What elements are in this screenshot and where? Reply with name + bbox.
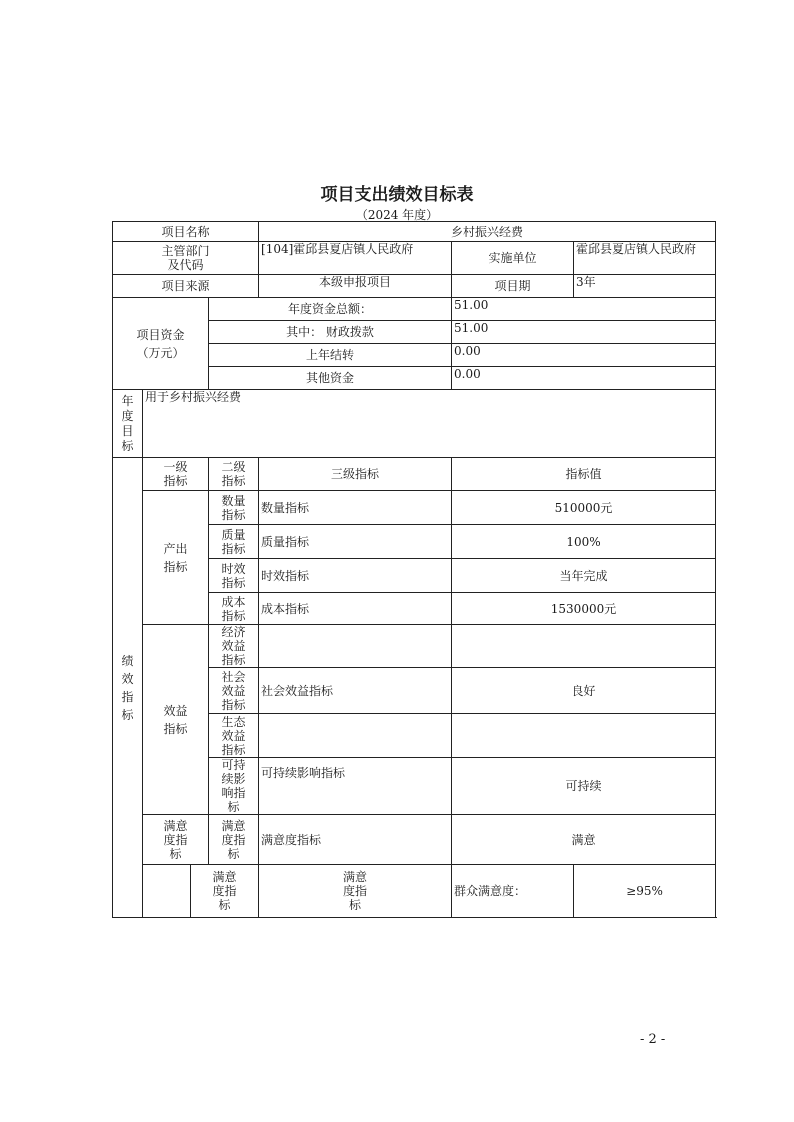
benefit-value	[452, 625, 716, 668]
output-value: 510000元	[452, 491, 716, 525]
label-funds: 项目资金 （万元）	[113, 298, 209, 390]
row-annual-total	[113, 298, 716, 321]
output-l3: 成本指标	[259, 593, 452, 625]
output-l3: 数量指标	[259, 491, 452, 525]
benefit-l3: 社会效益指标	[259, 668, 452, 714]
label-source: 项目来源	[113, 275, 259, 298]
label-other: 其他资金	[209, 367, 452, 390]
header-value: 指标值	[452, 458, 716, 491]
label-benefit: 效益 指标	[143, 625, 209, 815]
label-project-name: 项目名称	[113, 222, 259, 242]
fiscal-year: （2024 年度）	[355, 208, 439, 222]
output-l2: 时效 指标	[209, 559, 259, 593]
label-fiscal: 其中： 财政拨款	[209, 321, 452, 344]
satisfaction-l3: 满意度指标	[259, 815, 452, 865]
satisfaction-l2: 满意 度指 标	[259, 865, 452, 918]
output-l3: 质量指标	[259, 525, 452, 559]
label-dept: 主管部门 及代码	[113, 242, 259, 275]
output-l3: 时效指标	[259, 559, 452, 593]
benefit-l2: 生态 效益 指标	[209, 714, 259, 758]
benefit-l2: 可持 续影 响指 标	[209, 758, 259, 815]
benefit-value: 可持续	[452, 758, 716, 815]
satisfaction-value: 满意	[452, 815, 716, 865]
row-output-quantity	[113, 491, 716, 525]
value-annual-goal: 用于乡村振兴经费	[143, 390, 716, 458]
label-annual-goal: 年 度 目 标	[113, 390, 143, 458]
satisfaction-value: ≥95%	[574, 865, 716, 918]
header-level3: 三级指标	[259, 458, 452, 491]
value-carryover: 0.00	[452, 344, 716, 367]
benefit-value	[452, 714, 716, 758]
row-source	[113, 275, 716, 298]
page-number: - 2 -	[640, 1032, 666, 1047]
value-fiscal: 51.00	[452, 321, 716, 344]
page-title: 项目支出绩效目标表	[320, 185, 474, 205]
output-l2: 质量 指标	[209, 525, 259, 559]
label-impl-unit: 实施单位	[452, 242, 574, 275]
output-l2: 成本 指标	[209, 593, 259, 625]
value-annual-total: 51.00	[452, 298, 716, 321]
label-performance: 绩 效 指 标	[113, 458, 143, 918]
label-output: 产出 指标	[143, 491, 209, 625]
value-dept: [104]霍邱县夏店镇人民政府	[259, 242, 452, 275]
header-level2: 二级 指标	[209, 458, 259, 491]
benefit-l2: 社会 效益 指标	[209, 668, 259, 714]
label-carryover: 上年结转	[209, 344, 452, 367]
benefit-l2: 经济 效益 指标	[209, 625, 259, 668]
satisfaction-l3: 群众满意度：	[452, 865, 574, 918]
label-annual-total: 年度资金总额：	[209, 298, 452, 321]
benefit-l3	[259, 714, 452, 758]
row-satisfaction	[113, 815, 716, 865]
benefit-l3: 可持续影响指标	[259, 758, 452, 815]
value-other: 0.00	[452, 367, 716, 390]
value-project-name: 乡村振兴经费	[259, 222, 716, 242]
label-period: 项目期	[452, 275, 574, 298]
benefit-value: 良好	[452, 668, 716, 714]
output-l2: 数量 指标	[209, 491, 259, 525]
satisfaction-l2: 满意 度指 标	[209, 815, 259, 865]
satisfaction-l1: 满意 度指 标	[143, 815, 209, 865]
row-annual-goal	[113, 390, 716, 458]
header-level1: 一级 指标	[143, 458, 209, 491]
value-source: 本级申报项目	[259, 275, 452, 298]
output-value: 1530000元	[452, 593, 716, 625]
value-period: 3年	[574, 275, 716, 298]
output-value: 当年完成	[452, 559, 716, 593]
value-impl-unit: 霍邱县夏店镇人民政府	[574, 242, 716, 275]
satisfaction-l1: 满意 度指 标	[191, 865, 259, 918]
row-benefit-economic	[113, 625, 716, 668]
blank-cell	[143, 865, 191, 918]
row-project-name	[113, 222, 716, 242]
performance-target-table	[112, 221, 716, 918]
row-dept	[113, 242, 716, 275]
benefit-l3	[259, 625, 452, 668]
output-value: 100%	[452, 525, 716, 559]
row-public-satisfaction	[113, 865, 716, 918]
row-indicator-header	[113, 458, 716, 491]
